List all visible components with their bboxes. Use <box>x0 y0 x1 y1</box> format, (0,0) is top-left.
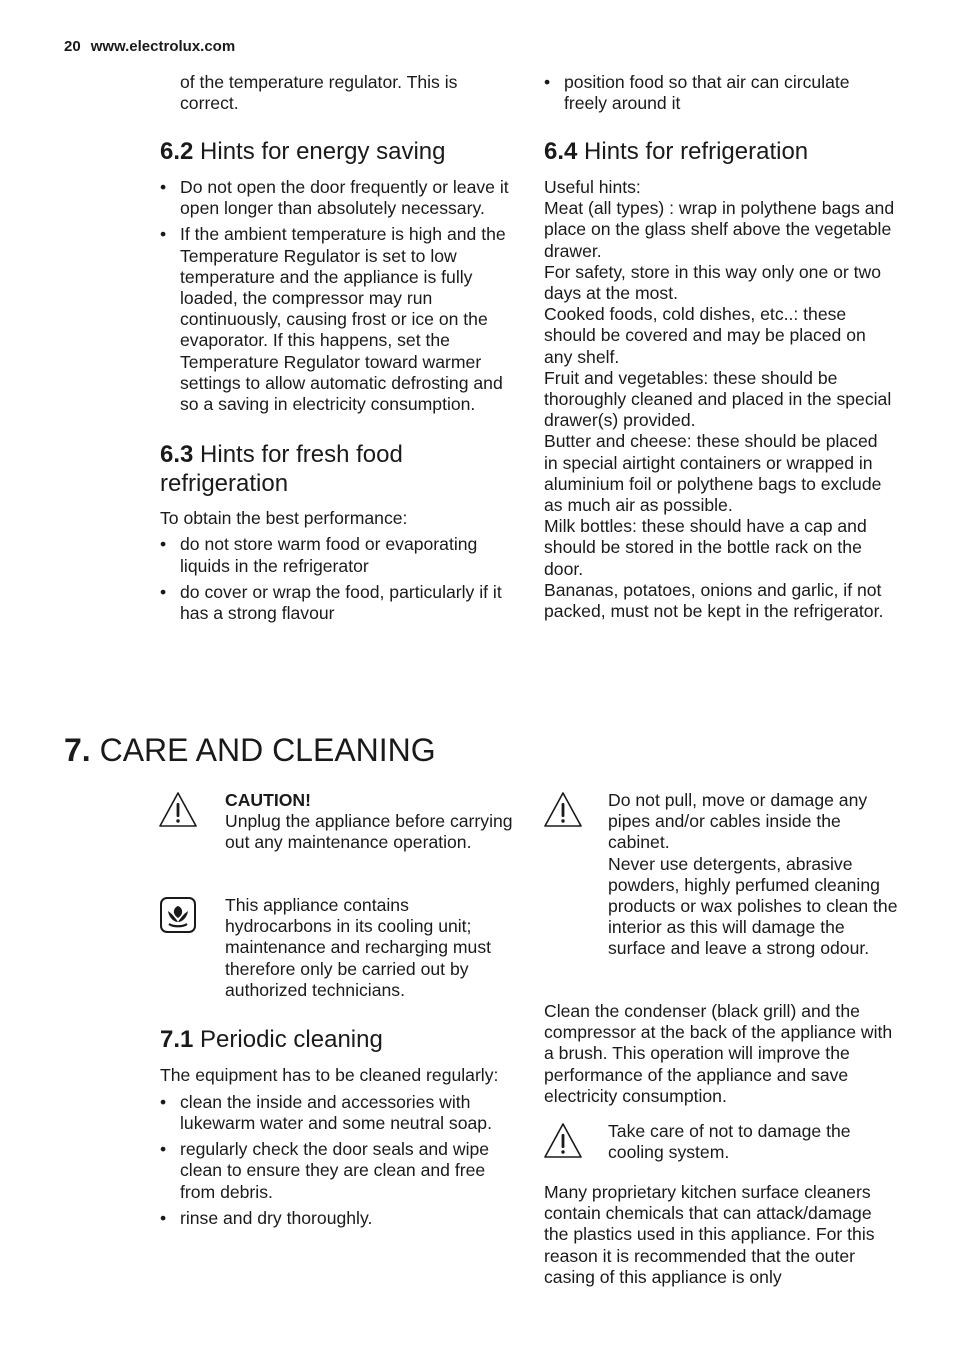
caution-text: Unplug the appliance before carrying out any maintenance operation. <box>225 811 513 853</box>
left-column-top <box>160 72 512 624</box>
chapter-heading <box>64 730 436 770</box>
warning-triangle-icon <box>543 790 583 830</box>
section-6-4-heading <box>544 138 896 167</box>
hint-line: Useful hints: <box>544 176 641 197</box>
section-title: Periodic cleaning <box>200 1026 383 1053</box>
energy-saving-list <box>160 177 512 415</box>
hint-line: Bananas, potatoes, onions and garlic, if not packed, must not be kept in the refrigerator. <box>544 579 884 621</box>
list-item: • rinse and dry thoroughly. <box>160 1208 512 1229</box>
warning-text: Do not pull, move or damage any pipes and/or cables inside the cabinet. <box>608 790 868 853</box>
warning-triangle-icon <box>158 790 198 830</box>
list-item: • position food so that air can circulate freely around it <box>544 72 896 114</box>
list-item: • If the ambient temperature is high and the Temperature Regulator is set to low temperature and the appliance is fully loaded, the compressor may run continuously, causing frost or ice on the evaporator. If this happens, set the Temperature Regulator toward warmer settings to allow automatic defrosting and so a saving in electricity consumption. <box>160 224 512 415</box>
hint-line: Meat (all types) : wrap in polythene bags and place on the glass shelf above the vegetable drawer. <box>544 198 895 261</box>
continuation-text: of the temperature regulator. This is correct. <box>180 72 458 114</box>
fresh-food-list <box>160 534 512 624</box>
section-6-2-heading <box>160 138 512 167</box>
section-number: 7.1 <box>160 1026 194 1053</box>
warning-text: Never use detergents, abrasive powders, highly perfumed cleaning products or wax polishes to clean the interior as this will damage the surface and leave a strong odour. <box>608 853 898 959</box>
hint-line: Cooked foods, cold dishes, etc..: these should be covered and may be placed on any shelf. <box>544 304 866 367</box>
section-7-1-heading <box>160 1026 512 1055</box>
list-item: • regularly check the door seals and wipe clean to ensure they are clean and free from debris. <box>160 1139 512 1203</box>
hint-line: Milk bottles: these should have a cap and should be stored in the bottle rack on the door. <box>544 516 867 579</box>
section-title: Hints for fresh food refrigeration <box>160 441 403 497</box>
condenser-paragraph <box>544 1001 896 1107</box>
environment-leaf-icon <box>158 895 198 935</box>
chapter-number: 7. <box>64 732 91 768</box>
refrigeration-hints <box>544 177 896 622</box>
cooling-system-warning-note <box>608 1121 898 1163</box>
list-item: • do cover or wrap the food, particularly if it has a strong flavour <box>160 582 512 624</box>
pipes-warning-note <box>608 790 898 960</box>
page-number: 20 <box>64 38 81 55</box>
site-url: www.electrolux.com <box>90 38 236 55</box>
hint-line: Butter and cheese: these should be placed in special airtight containers or wrapped in aluminium foil or polythene bags to exclude as much air as possible. <box>544 431 882 515</box>
list-item: • clean the inside and accessories with lukewarm water and some neutral soap. <box>160 1092 512 1134</box>
hydrocarbon-text: This appliance contains hydrocarbons in its cooling unit; maintenance and recharging must therefore only be carried out by authorized technicians. <box>225 895 492 1000</box>
hint-line: For safety, store in this way only one or two days at the most. <box>544 261 882 303</box>
hydrocarbon-note <box>225 895 515 1001</box>
cleaners-paragraph <box>544 1182 896 1288</box>
caution-note <box>225 790 515 854</box>
section-title: Hints for energy saving <box>200 138 446 166</box>
air-circulation-list <box>544 72 896 114</box>
list-item: • Do not open the door frequently or leave it open longer than absolutely necessary. <box>160 177 512 219</box>
right-column-top <box>544 72 896 622</box>
section-7-1 <box>160 1026 512 1229</box>
periodic-cleaning-list <box>160 1092 512 1229</box>
section-number: 6.4 <box>544 138 578 166</box>
page-header <box>64 38 235 55</box>
condenser-text: Clean the condenser (black grill) and the compressor at the back of the appliance with a brush. This operation will improve the performance of the appliance and save electricity consumption. <box>544 1001 893 1106</box>
section-title: Hints for refrigeration <box>584 138 809 166</box>
warning-triangle-icon <box>543 1121 583 1161</box>
caution-heading: CAUTION! <box>225 790 312 810</box>
chapter-title: CARE AND CLEANING <box>99 732 436 768</box>
section-number: 6.2 <box>160 138 194 166</box>
hint-line: Fruit and vegetables: these should be thoroughly cleaned and placed in the special drawer(s) provided. <box>544 367 892 431</box>
warning-text: Take care of not to damage the cooling system. <box>608 1121 851 1163</box>
section-6-3-heading <box>160 441 512 498</box>
cleaners-text: Many proprietary kitchen surface cleaners contain chemicals that can attack/damage the plastics used in this appliance. For this reason it is recommended that the outer casing of this appliance is only <box>544 1182 875 1287</box>
section-number: 6.3 <box>160 441 194 469</box>
list-item: • do not store warm food or evaporating liquids in the refrigerator <box>160 534 512 576</box>
intro-text: The equipment has to be cleaned regularly: <box>160 1064 499 1085</box>
intro-text: To obtain the best performance: <box>160 508 408 529</box>
